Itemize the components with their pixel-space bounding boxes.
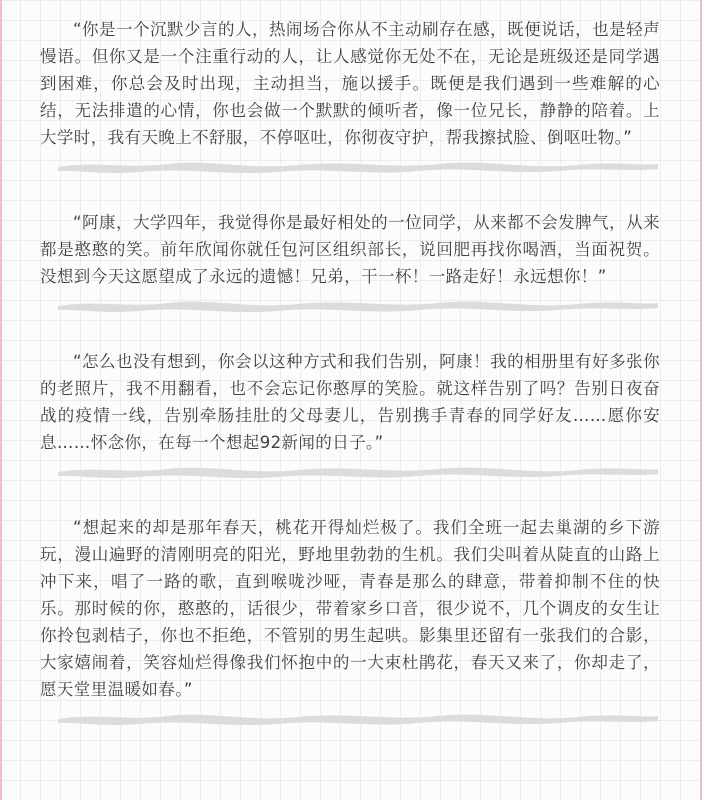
quote-paragraph-4: “想起来的却是那年春天，桃花开得灿烂极了。我们全班一起去巢湖的乡下游玩，漫山遍野的清刚明亮的阳光，野地里勃勃的生机。我们尖叫着从陡直的山路上冲下来，唱了一路的歌，直到喉咙沙哑，青春是那么的肆意，带着抑制不住的快乐。那时候的你，憨憨的，话很少，带着家乡口音，很少说不，几个调皮的女生让你拎包剥桔子，你也不拒绝，不管别的男生起哄。影集里还留有一张我们的合影，大家嬉闹着，笑容灿烂得像我们怀抱中的一大束杜鹃花，春天又来了，你却走了，愿天堂里温暖如春。” xyxy=(40,518,660,699)
quote-paragraph-2: “阿康，大学四年，我觉得你是最好相处的一位同学，从来都不会发脾气，从来都是憨憨的笑。前年欣闻你就任包河区组织部长，说回肥再找你喝酒，当面祝贺。没想到今天这愿望成了永远的遗憾！兄弟，干一杯！一路走好！永远想你！” xyxy=(40,213,660,286)
brush-divider-1 xyxy=(40,151,660,209)
brush-divider-2 xyxy=(40,290,660,348)
quote-paragraph-1: “你是一个沉默少言的人，热闹场合你从不主动刷存在感，既便说话，也是轻声慢语。但你又是一个注重行动的人，让人感觉你无处不在，无论是班级还是同学遇到困难，你总会及时出现，主动担当，施以援手。既便是我们遇到一些难解的心结，无法排遣的心情，你也会做一个默默的倾听者，像一位兄长，静静的陪着。上大学时，我有天晚上不舒服，不停呕吐，你彻夜守护，帮我擦拭脸、倒呕吐物。” xyxy=(40,20,660,147)
quote-paragraph-3: “怎么也没有想到，你会以这种方式和我们告别，阿康！我的相册里有好多张你的老照片，我不用翻看，也不会忘记你憨厚的笑脸。就这样告别了吗？告别日夜奋战的疫情一线，告别牵肠挂肚的父母妻儿，告别携手青春的同学好友……愿你安息……怀念你，在每一个想起92新闻的日子。” xyxy=(40,352,660,452)
brush-divider-4 xyxy=(40,703,660,761)
brush-divider-3 xyxy=(40,456,660,514)
